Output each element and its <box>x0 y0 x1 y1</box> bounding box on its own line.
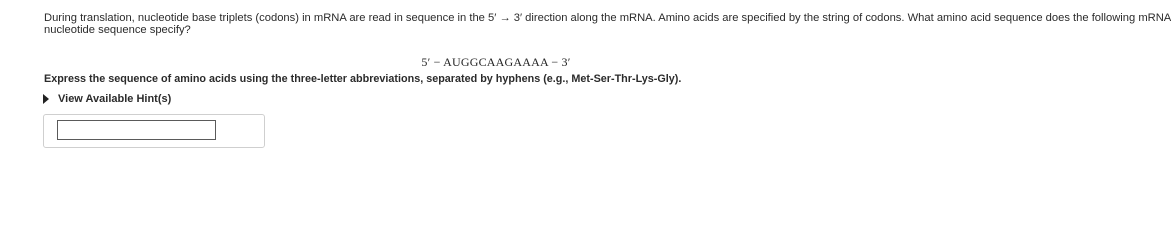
view-hints-label: View Available Hint(s) <box>58 93 172 105</box>
question-text <box>44 12 1171 36</box>
question-line-1: During translation, nucleotide base triplets (codons) in mRNA are read in sequence in the 5′ → 3′ direction along the mRNA. Amino acids are specified by the string of codons. What amino acid sequence does the following mRNA <box>44 12 1171 24</box>
answer-input[interactable] <box>57 120 216 140</box>
caret-right-icon <box>43 94 49 104</box>
question-line-2: nucleotide sequence specify? <box>44 23 191 36</box>
answer-panel <box>43 114 265 148</box>
mrna-sequence: 5′ − AUGGCAAGAAAA − 3′ <box>421 55 571 69</box>
view-hints-toggle[interactable] <box>43 93 171 105</box>
answer-instruction: Express the sequence of amino acids using the three-letter abbreviations, separated by hyphens (e.g., Met-Ser-Thr-Lys-Gly). <box>44 73 682 85</box>
